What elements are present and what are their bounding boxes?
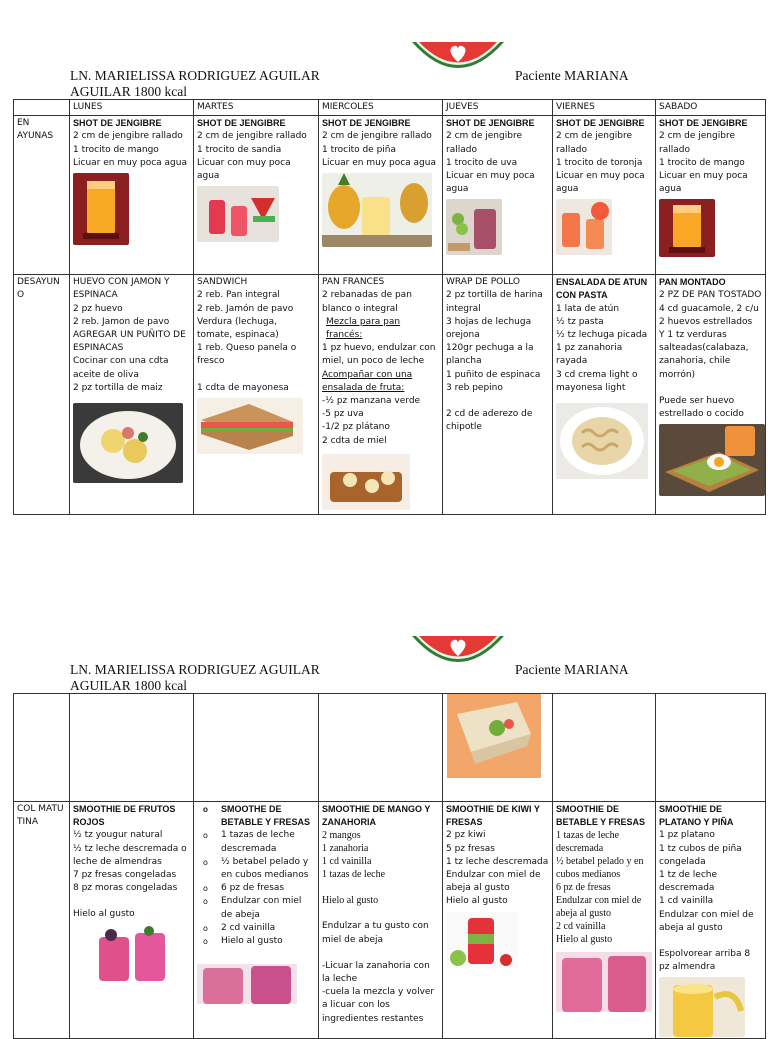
recipe-line: Licuar en muy poca agua — [446, 171, 535, 195]
grapefruit-juice-photo — [556, 199, 612, 255]
list-item: o ½ betabel pelado y en cubos medianos — [221, 856, 315, 882]
recipe-line: 8 pz moras congeladas — [73, 883, 178, 894]
watermelon-logo-icon — [410, 36, 506, 80]
recipe-line: 5 pz fresas — [446, 843, 495, 854]
meal-cell — [553, 116, 656, 275]
meal-plan-table-2 — [13, 693, 766, 1039]
recipe-title: SMOOTHIE DE MANGO Y ZANAHORIA — [322, 804, 431, 828]
recipe-line: -cuela la mezcla y volver a licuar con los ingredientes restantes — [322, 987, 435, 1024]
egg-ham-photo — [73, 403, 183, 483]
list-item: o Endulzar con miel de abeja — [221, 895, 315, 921]
recipe-line — [322, 947, 439, 960]
recipe-line: 1 trocito de toronja — [556, 157, 643, 168]
en-ayunas-row — [14, 116, 766, 275]
page-header-2 — [70, 662, 629, 694]
meal-cell — [656, 802, 766, 1039]
recipe-line: Endulzar con miel de abeja al gusto — [446, 870, 541, 894]
meal-cell — [319, 116, 443, 275]
image-cell — [443, 694, 553, 802]
plan-label: AGUILAR 1800 kcal — [70, 84, 187, 99]
recipe-title: HUEVO CON JAMON Y ESPINACA — [73, 277, 170, 301]
pineapple-juice-photo — [322, 173, 432, 247]
recipe-line: 1 tazas de leche descremada — [556, 830, 620, 855]
meal-label: COL MATUTINA — [14, 802, 70, 1039]
recipe-line: 1 puñito de espinaca — [446, 369, 541, 380]
recipe-line: -5 pz uva — [322, 409, 364, 420]
recipe-line: 3 reb pepino — [446, 382, 503, 393]
recipe-title: SMOOTHIE DE PLATANO Y PIÑA — [659, 804, 734, 828]
meal-cell — [70, 802, 194, 1039]
recipe-line: Verdura (lechuga, tomate, espinaca) — [197, 316, 279, 341]
recipe-line: Licuar en muy poca agua — [659, 171, 748, 195]
corner-cell — [14, 100, 70, 116]
desayuno-row — [14, 275, 766, 515]
banana-pineapple-smoothie-photo — [659, 977, 745, 1037]
recipe-line: AGREGAR UN PUÑITO DE ESPINACAS — [73, 330, 186, 354]
watermelon-juice-photo — [197, 186, 279, 242]
empty-cell — [194, 694, 319, 802]
meal-cell — [319, 275, 443, 515]
recipe-title: WRAP DE POLLO — [446, 277, 521, 288]
meal-cell — [443, 802, 553, 1039]
list-item: o 2 cd vainilla — [221, 922, 315, 935]
recipe-subheading: Mezcla para pan francés: — [326, 316, 401, 341]
recipe-title: SHOT DE JENGIBRE — [322, 118, 411, 129]
sandwich-photo — [197, 398, 303, 454]
recipe-line — [659, 935, 762, 948]
meal-label: DESAYUNO — [14, 275, 70, 515]
recipe-line: Espolvorear arriba 8 pz almendra — [659, 949, 751, 973]
day-header-row — [14, 100, 766, 116]
recipe-line — [446, 395, 549, 408]
recipe-line: 1 trocito de uva — [446, 157, 518, 168]
recipe-line: Endulzar con miel de abeja al gusto — [556, 895, 642, 920]
recipe-line: Endulzar con miel de abeja al gusto — [659, 909, 754, 933]
recipe-title: SMOOTHIE DE KIWI Y FRESAS — [446, 804, 540, 828]
recipe-line: 2 pz kiwi — [446, 830, 486, 841]
recipe-list — [197, 803, 315, 948]
avocado-toast-photo — [659, 424, 765, 496]
recipe-title: SANDWICH — [197, 277, 248, 288]
recipe-line: Hielo al gusto — [556, 934, 613, 946]
recipe-line: 1 pz platano — [659, 830, 715, 841]
recipe-line: 2 pz tortilla de harina integral — [446, 290, 543, 314]
recipe-line: 1 tz cubos de piña congelada — [659, 843, 742, 867]
recipe-line: 2 cm de jengibre rallado — [197, 131, 307, 142]
recipe-line: 1 cd vainilla — [322, 856, 372, 868]
recipe-line: ½ tz lechuga picada — [556, 330, 648, 341]
meal-label: EN AYUNAS — [14, 116, 70, 275]
berry-smoothie-photo — [91, 925, 173, 983]
colacion-row — [14, 802, 766, 1039]
recipe-title: SHOT DE JENGIBRE — [659, 118, 748, 129]
list-item: o 6 pz de fresas — [221, 882, 315, 895]
nutritionist-name: LN. MARIELISSA RODRIGUEZ AGUILAR — [70, 68, 320, 83]
recipe-line: 1 trocito de mango — [73, 144, 159, 155]
page-header-1 — [70, 68, 629, 100]
empty-cell — [656, 694, 766, 802]
beet-smoothie-photo — [197, 964, 297, 1004]
recipe-line: 2 PZ DE PAN TOSTADO — [659, 290, 762, 301]
recipe-line: 2 cm de jengibre rallado — [659, 131, 735, 155]
meal-cell — [553, 802, 656, 1039]
patient-name: Paciente MARIANA — [515, 662, 629, 677]
recipe-line: 1 zanahoria — [322, 843, 369, 855]
day-header: MARTES — [194, 100, 319, 116]
recipe-line — [197, 369, 315, 382]
recipe-line: Cocinar con una cdta aceite de oliva — [73, 356, 169, 380]
meal-cell — [319, 802, 443, 1039]
recipe-line: 2 reb. Jamon de pavo — [73, 316, 170, 327]
recipe-line: 2 cdta de miel — [322, 435, 387, 446]
empty-cell — [319, 694, 443, 802]
recipe-line: 2 pz tortilla de maiz — [73, 382, 163, 393]
recipe-line: 1 reb. Queso panela o fresco — [197, 343, 297, 367]
recipe-line: 1 trocito de mango — [659, 157, 745, 168]
recipe-line: 3 cd crema light o mayonesa light — [556, 369, 638, 393]
recipe-title: SHOT DE JENGIBRE — [73, 118, 162, 129]
recipe-title: o SMOOTHE DE BETABLE Y FRESAS — [221, 803, 315, 829]
recipe-title: ENSALADA DE ATUN CON PASTA — [556, 277, 648, 301]
meal-cell — [656, 275, 766, 515]
wrap-photo — [447, 694, 541, 778]
empty-cell — [70, 694, 194, 802]
recipe-line: 1 trocito de piña — [322, 144, 397, 155]
meal-cell — [553, 275, 656, 515]
recipe-line: -½ pz manzana verde — [322, 396, 421, 407]
plan-label: AGUILAR 1800 kcal — [70, 678, 187, 693]
mango-juice-photo — [659, 199, 715, 257]
meal-cell — [70, 275, 194, 515]
grape-juice-photo — [446, 199, 502, 255]
recipe-title: PAN MONTADO — [659, 277, 726, 288]
recipe-line — [659, 382, 762, 395]
kiwi-smoothie-photo — [446, 912, 518, 968]
recipe-line: 2 cd de aderezo de chipotle — [446, 409, 533, 433]
recipe-line: 2 reb. Pan integral — [197, 290, 280, 301]
beet-smoothie-photo — [556, 952, 652, 1012]
empty-cell — [553, 694, 656, 802]
day-header: LUNES — [70, 100, 194, 116]
recipe-title: SMOOTHIE DE FRUTOS ROJOS — [73, 804, 176, 828]
recipe-line: ½ tz leche descremada o leche de almendras — [73, 843, 187, 867]
recipe-title: SHOT DE JENGIBRE — [446, 118, 535, 129]
meal-plan-table-1 — [13, 99, 766, 515]
day-header: JUEVES — [443, 100, 553, 116]
recipe-line: 1 tz de leche descremada — [659, 870, 718, 894]
recipe-line: Y 1 tz verduras salteadas(calabaza, zanahoria, chile morrón) — [659, 330, 749, 380]
day-header: VIERNES — [553, 100, 656, 116]
recipe-line: 2 cm de jengibre rallado — [446, 131, 522, 155]
image-row — [14, 694, 766, 802]
day-header: MIERCOLES — [319, 100, 443, 116]
recipe-line: Puede ser huevo estrellado o cocido — [659, 395, 744, 420]
recipe-line: 2 cm de jengibre rallado — [73, 131, 183, 142]
recipe-line: Endulzar a tu gusto con miel de abeja — [322, 921, 429, 945]
recipe-line: Licuar en muy poca agua — [322, 157, 436, 168]
recipe-line: 1 tazas de leche — [322, 869, 386, 881]
recipe-line — [73, 895, 190, 908]
recipe-line: Licuar con muy poca agua — [197, 157, 291, 182]
meal-cell — [443, 116, 553, 275]
meal-cell — [194, 116, 319, 275]
meal-cell — [656, 116, 766, 275]
watermelon-logo-icon — [410, 630, 506, 674]
recipe-line: 120gr pechuga a la plancha — [446, 343, 534, 367]
french-toast-photo — [322, 454, 410, 510]
recipe-line: -Licuar la zanahoria con la leche — [322, 960, 430, 985]
tuna-pasta-photo — [556, 403, 648, 479]
recipe-line: -1/2 pz plátano — [322, 422, 390, 433]
recipe-line: Hielo al gusto — [322, 895, 379, 907]
recipe-line: Hielo al gusto — [73, 909, 135, 920]
recipe-line: 1 lata de atún — [556, 303, 620, 314]
recipe-title: SHOT DE JENGIBRE — [556, 118, 645, 129]
recipe-line: ½ tz yougur natural — [73, 830, 163, 841]
recipe-line: ½ betabel pelado y en cubos medianos — [556, 856, 644, 881]
meal-cell — [70, 116, 194, 275]
recipe-line: 2 pz huevo — [73, 303, 123, 314]
recipe-title: SHOT DE JENGIBRE — [197, 118, 286, 129]
recipe-line: Hielo al gusto — [446, 896, 508, 907]
recipe-title: SMOOTHIE DE BETABLE Y FRESAS — [556, 804, 646, 828]
recipe-line: 1 pz zanahoria rayada — [556, 343, 623, 367]
mango-juice-photo — [73, 173, 129, 245]
recipe-line: 4 cd guacamole, 2 c/u — [659, 303, 759, 314]
recipe-line: Licuar en muy poca agua — [556, 171, 645, 195]
day-header: SABADO — [656, 100, 766, 116]
recipe-subheading: Acompañar con una ensalada de fruta: — [322, 369, 413, 393]
recipe-line: 1 cdta de mayonesa — [197, 382, 289, 393]
meal-cell — [194, 275, 319, 515]
recipe-line: 2 rebanadas de pan blanco o integral — [322, 290, 412, 314]
nutritionist-name: LN. MARIELISSA RODRIGUEZ AGUILAR — [70, 662, 320, 677]
recipe-line — [322, 907, 439, 920]
recipe-line: 1 cd vainilla — [659, 896, 714, 907]
recipe-line: 1 trocito de sandia — [197, 144, 282, 155]
recipe-line: 2 reb. Jamón de pavo — [197, 303, 294, 314]
meal-cell — [194, 802, 319, 1039]
empty-cell — [14, 694, 70, 802]
recipe-title: PAN FRANCES — [322, 277, 385, 288]
recipe-line: 2 cm de jengibre rallado — [556, 131, 632, 155]
recipe-line: Licuar en muy poca agua — [73, 157, 187, 168]
recipe-line: 2 cd vainilla — [556, 921, 606, 933]
recipe-line: 1 tz leche descremada — [446, 856, 549, 867]
list-item: o 1 tazas de leche descremada — [221, 829, 315, 855]
recipe-line: 2 mangos — [322, 830, 361, 842]
recipe-line: 2 cm de jengibre rallado — [322, 131, 432, 142]
recipe-line: 6 pz de fresas — [556, 882, 611, 894]
recipe-line: 7 pz fresas congeladas — [73, 870, 177, 881]
recipe-line: 1 pz huevo, endulzar con miel, un poco de leche — [322, 343, 436, 367]
recipe-line: 3 hojas de lechuga orejona — [446, 316, 532, 341]
patient-name: Paciente MARIANA — [515, 68, 629, 83]
recipe-line — [322, 881, 439, 894]
recipe-line: 2 huevos estrellados — [659, 316, 753, 327]
recipe-line: ½ tz pasta — [556, 316, 604, 327]
list-item: o Hielo al gusto — [221, 935, 315, 948]
meal-cell — [443, 275, 553, 515]
